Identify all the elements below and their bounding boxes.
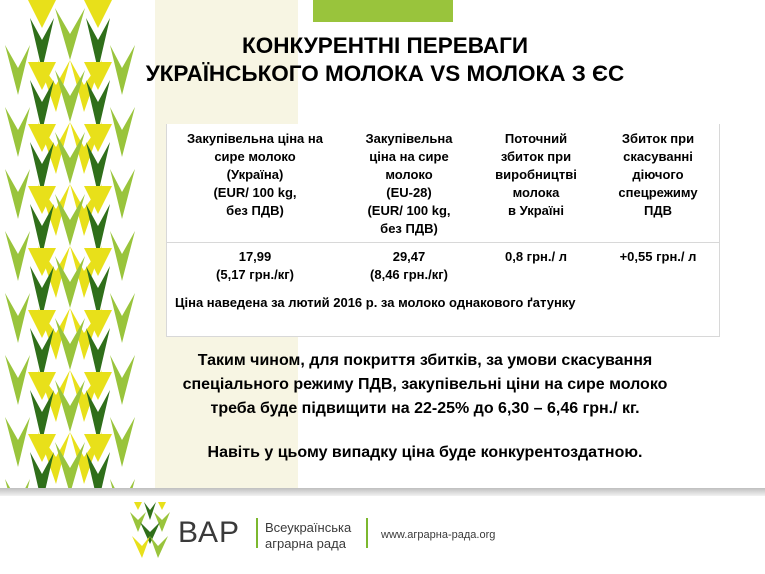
header-line: (Україна) [226,167,284,182]
header-current-loss [475,130,597,220]
header-line: діючого [632,167,684,182]
header-line: (EU-28) [386,185,432,200]
org-line: аграрна рада [265,536,346,551]
value-line: +0,55 грн./ л [619,249,697,264]
website-link[interactable]: www.аграрна-рада.org [381,529,496,541]
header-line: (EUR/ 100 kg, [367,203,451,218]
header-line: без ПДВ) [226,203,284,218]
header-line: скасуванні [623,149,693,164]
title-line-2: УКРАЇНСЬКОГО МОЛОКА VS МОЛОКА З ЄС [145,61,625,86]
header-line: Закупівельна [365,131,453,146]
wheat-emblem-icon [128,502,172,560]
header-line: молоко [385,167,433,182]
divider [256,518,258,548]
header-eu-price [343,130,475,238]
conclusion-line: треба буде підвищити на 22-25% до 6,30 – 6,46 грн./ кг. [210,400,640,417]
conclusion-line: Таким чином, для покриття збитків, за умови скасування [197,352,653,369]
header-line: Збиток при [621,131,695,146]
header-line: в Україні [508,203,564,218]
conclusion-final: Навіть у цьому випадку ціна буде конкурентоздатною. [207,444,643,461]
value-line: 29,47 [392,249,426,264]
header-line: Поточний [504,131,568,146]
header-line: Закупівельна ціна на [187,131,323,146]
header-line: (EUR/ 100 kg, [213,185,297,200]
conclusion-text [145,349,705,421]
divider [366,518,368,548]
value-current-loss [475,248,597,266]
value-line: 0,8 грн./ л [505,249,567,264]
accent-bar [313,0,453,22]
organization-name [265,520,351,552]
value-line: (8,46 грн./кг) [370,267,448,282]
header-line: виробництві [495,167,577,182]
header-line: молока [512,185,560,200]
header-line: збиток при [500,149,572,164]
logo-text: ВАР [178,516,241,549]
header-line: ціна на сире [369,149,449,164]
header-loss-on-cancel [597,130,719,220]
price-table [166,124,720,337]
value-line: 17,99 [238,249,272,264]
header-line: спецрежиму [618,185,698,200]
slide-title [40,32,730,88]
value-ukraine-price [167,248,343,284]
value-line: (5,17 грн./кг) [216,267,294,282]
title-line-1: КОНКУРЕНТНІ ПЕРЕВАГИ [241,33,529,58]
table-note: Ціна наведена за лютий 2016 р. за молоко однакового ґатунку [175,295,576,310]
header-line: сире молоко [214,149,296,164]
conclusion-line: спеціального режиму ПДВ, закупівельні ціни на сире молоко [182,376,668,393]
row-divider [167,242,719,243]
value-eu-price [343,248,475,284]
org-line: Всеукраїнська [265,520,352,535]
value-loss-on-cancel [597,248,719,266]
header-line: без ПДВ) [380,221,438,236]
header-line: ПДВ [644,203,672,218]
header-ukraine-price [167,130,343,220]
